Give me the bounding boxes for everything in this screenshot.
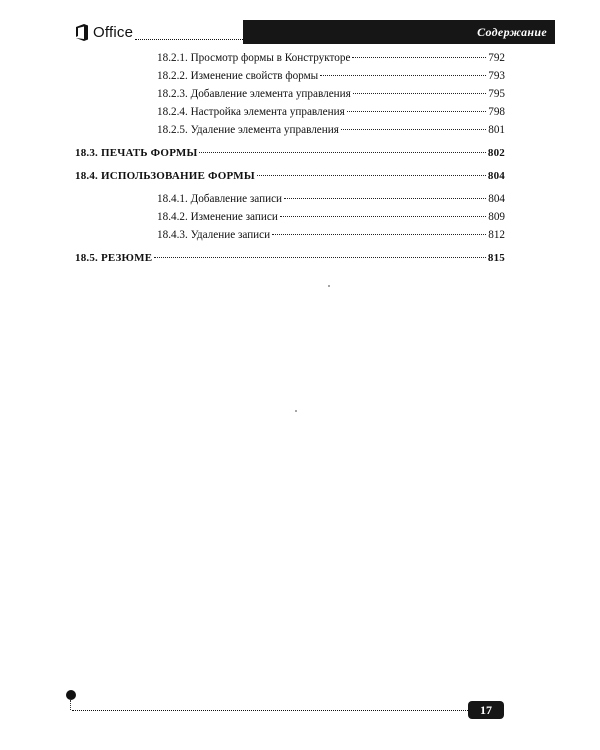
- header-leader: [135, 39, 245, 40]
- toc-entry[interactable]: [75, 88, 505, 106]
- toc-section[interactable]: [75, 252, 505, 270]
- toc-section-page: 815: [487, 252, 505, 264]
- toc-entry-title: 18.4.3. Удаление записи: [157, 229, 271, 241]
- toc-section-page: 804: [487, 170, 505, 182]
- toc-entry-title: 18.2.4. Настройка элемента управления: [157, 106, 345, 118]
- toc-leader: [257, 175, 486, 176]
- toc-entry[interactable]: [75, 52, 505, 70]
- toc-entry-page: 812: [488, 229, 505, 241]
- brand-name: Office: [93, 24, 134, 41]
- table-of-contents: [75, 52, 505, 270]
- toc-leader: [154, 257, 486, 258]
- toc-entry[interactable]: [75, 193, 505, 211]
- toc-section-title: 18.3. ПЕЧАТЬ ФОРМЫ: [75, 147, 198, 159]
- toc-entry-title: 18.2.5. Удаление элемента управления: [157, 124, 339, 136]
- toc-entry-page: 801: [488, 124, 505, 136]
- toc-section-page: 802: [487, 147, 505, 159]
- section-title: Содержание: [243, 20, 555, 44]
- office-logo-icon: [75, 24, 89, 41]
- toc-entry-page: 792: [488, 52, 505, 64]
- toc-entry-page: 798: [488, 106, 505, 118]
- toc-entry[interactable]: [75, 124, 505, 142]
- toc-entry-page: 795: [488, 88, 505, 100]
- toc-entry[interactable]: [75, 70, 505, 88]
- toc-entry-title: 18.2.2. Изменение свойств формы: [157, 70, 319, 82]
- footer-bullet: [66, 690, 76, 700]
- footer-leader: [72, 710, 468, 711]
- toc-entry[interactable]: [75, 106, 505, 124]
- toc-entry-title: 18.4.2. Изменение записи: [157, 211, 278, 223]
- toc-entry-title: 18.2.1. Просмотр формы в Конструкторе: [157, 52, 351, 64]
- toc-section[interactable]: [75, 170, 505, 188]
- toc-section-title: 18.4. ИСПОЛЬЗОВАНИЕ ФОРМЫ: [75, 170, 255, 182]
- toc-leader: [199, 152, 485, 153]
- toc-leader: [352, 57, 486, 58]
- toc-entry-title: 18.2.3. Добавление элемента управления: [157, 88, 351, 100]
- scan-speck: [328, 285, 330, 287]
- toc-leader: [280, 216, 486, 217]
- toc-leader: [284, 198, 486, 199]
- toc-leader: [320, 75, 486, 76]
- toc-entry[interactable]: [75, 211, 505, 229]
- footer-stem: [70, 700, 72, 710]
- toc-leader: [347, 111, 487, 112]
- office-logo: [75, 24, 133, 41]
- toc-leader: [353, 93, 486, 94]
- scan-speck: [295, 410, 297, 412]
- toc-entry-page: 809: [488, 211, 505, 223]
- toc-entry-page: 804: [488, 193, 505, 205]
- toc-leader: [341, 129, 486, 130]
- toc-section[interactable]: [75, 147, 505, 165]
- page-number: 17: [468, 701, 504, 719]
- toc-entry-page: 793: [488, 70, 505, 82]
- toc-entry[interactable]: [75, 229, 505, 247]
- toc-section-title: 18.5. РЕЗЮМЕ: [75, 252, 153, 264]
- toc-entry-title: 18.4.1. Добавление записи: [157, 193, 283, 205]
- page-header: [75, 20, 555, 44]
- toc-leader: [272, 234, 486, 235]
